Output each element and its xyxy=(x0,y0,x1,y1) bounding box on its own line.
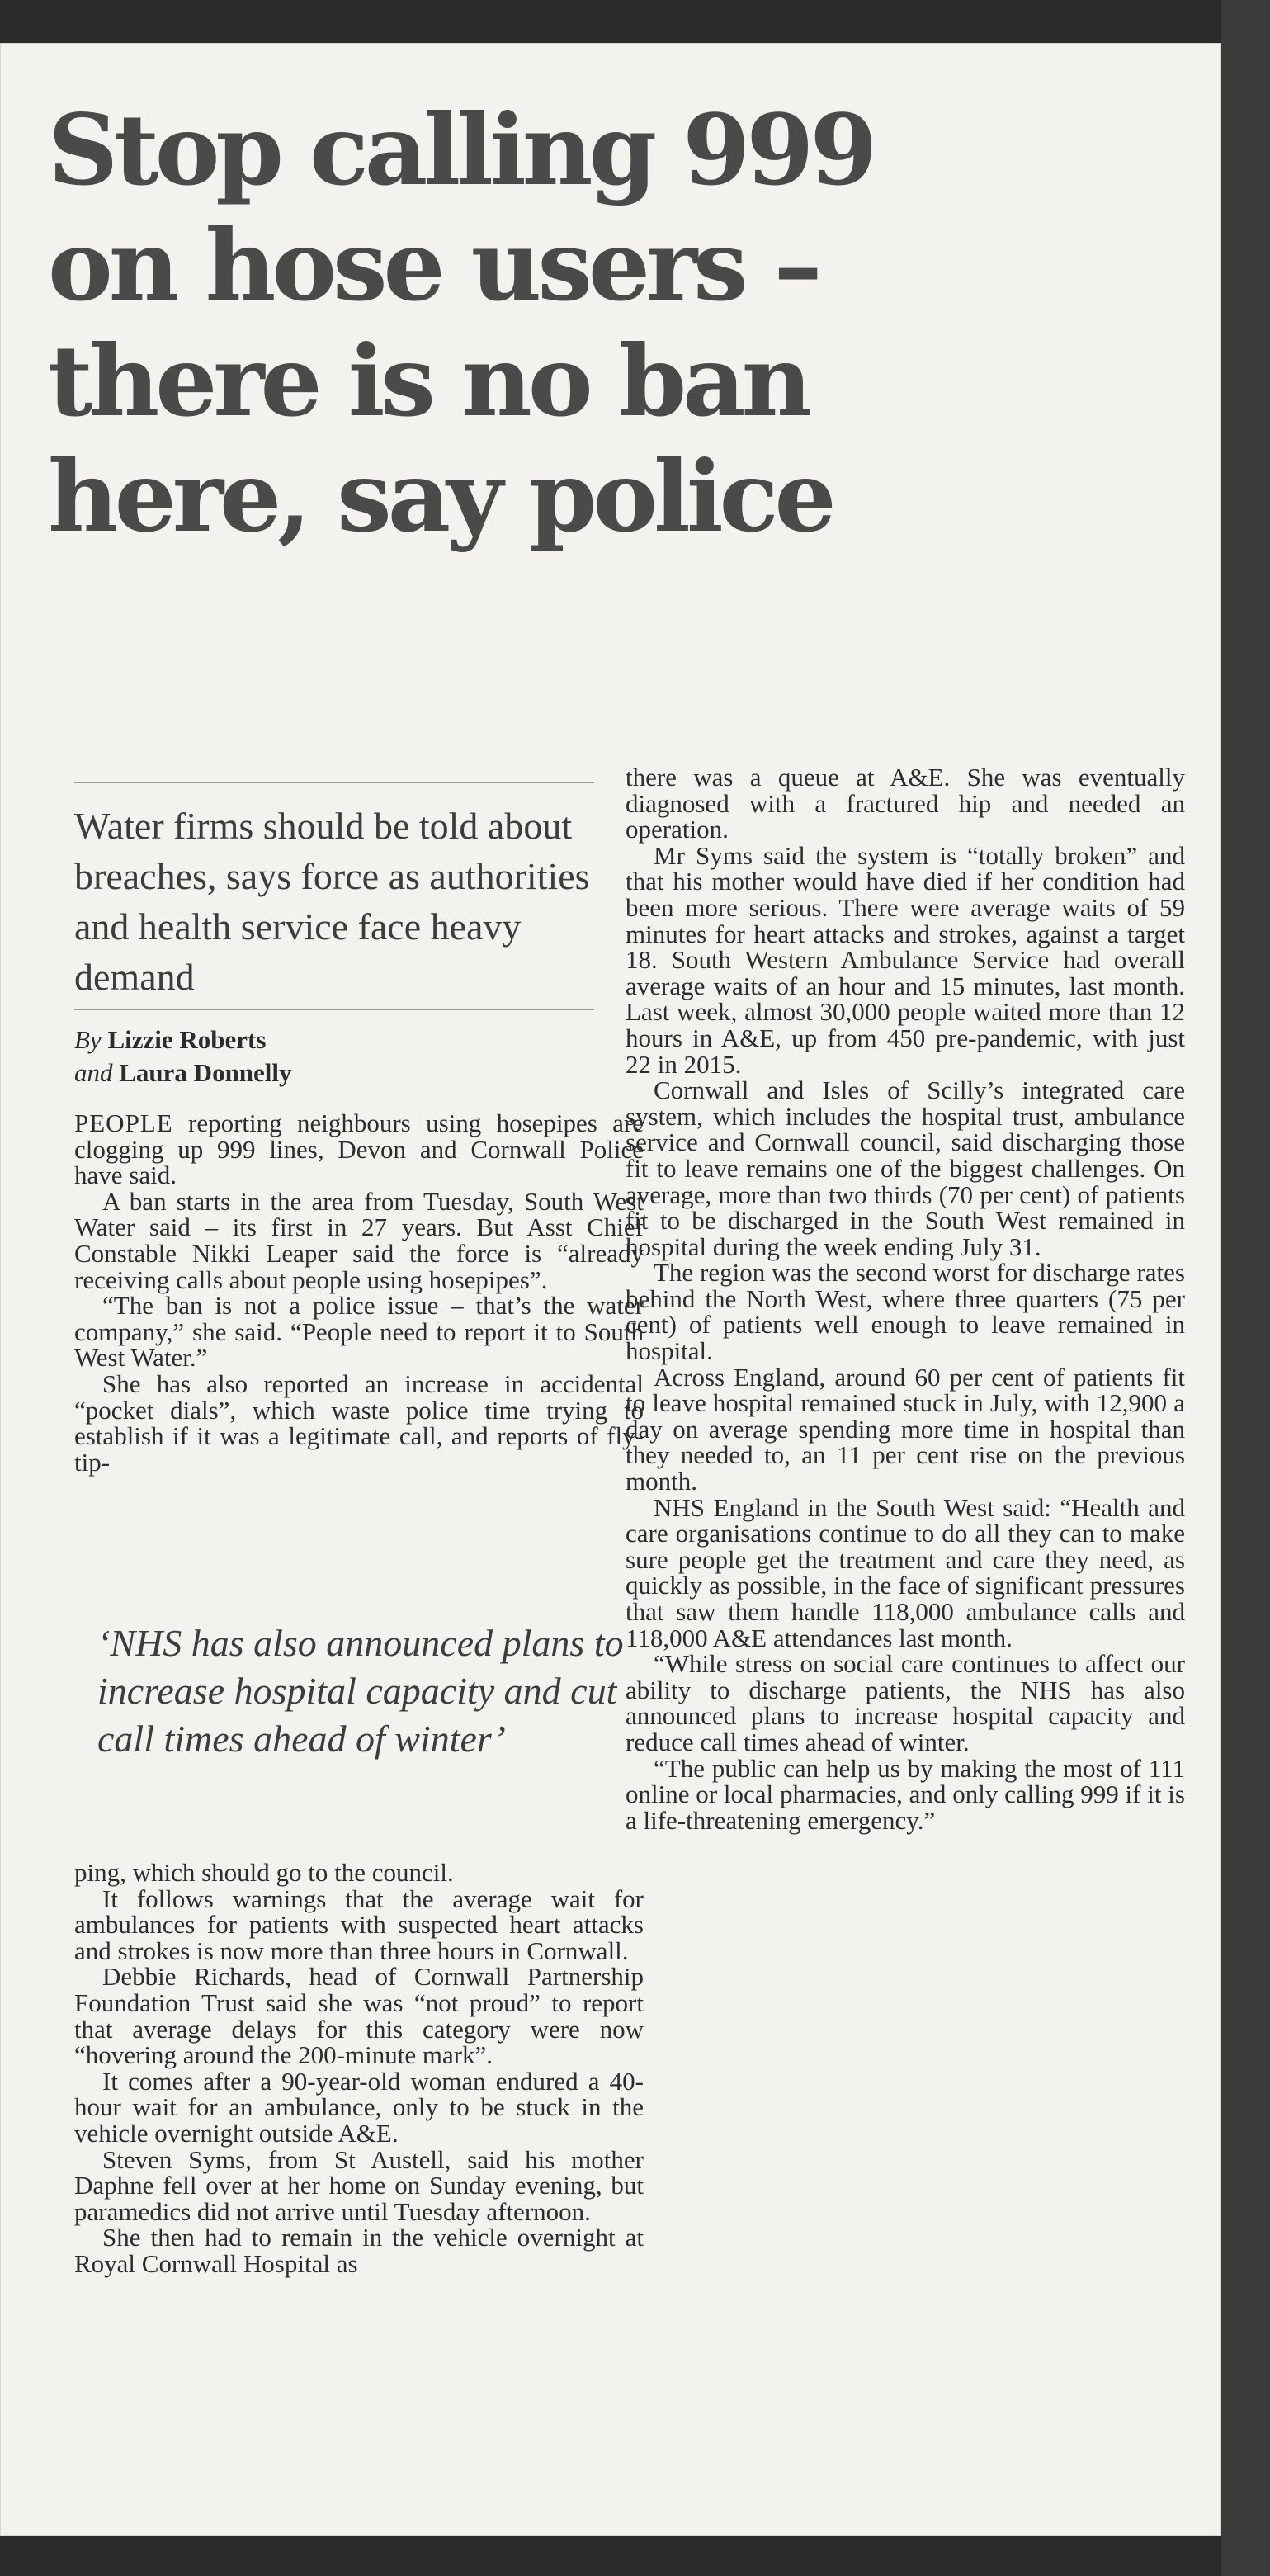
body-paragraph: Debbie Richards, head of Cornwall Partnership Foundation Trust said she was “not proud” to report that average delays for this category were now “hovering around the 200-minute mark”. xyxy=(74,1962,644,2070)
author-name: Lizzie Roberts xyxy=(107,1025,267,1054)
headline xyxy=(48,92,1187,555)
byline-prefix: and xyxy=(74,1058,113,1087)
body-paragraph: It follows warnings that the average wait for ambulances for patients with suspected heart attacks and strokes is now more than three hours in Cornwall. xyxy=(74,1884,644,1965)
body-column-left-top xyxy=(74,1110,644,1475)
byline xyxy=(74,1023,569,1089)
body-paragraph: NHS England in the South West said: “Health and care organisations continue to do all they can to make sure people get the treatment and care they need, as quickly as possible, in the face of significant pressures that saw them handle 118,000 ambulance calls and 118,000 A&E attendances last month. xyxy=(626,1492,1185,1652)
body-paragraph: She then had to remain in the vehicle overnight at Royal Cornwall Hospital as xyxy=(74,2223,644,2278)
body-paragraph: ping, which should go to the council. xyxy=(74,1858,454,1887)
pull-quote: ‘NHS has also announced plans to increase hospital capacity and cut call times ahead of winter’ xyxy=(97,1622,624,1760)
author-name: Laura Donnelly xyxy=(119,1058,292,1087)
body-paragraph: She has also reported an increase in accidental “pocket dials”, which waste police time trying to establish if it was a legitimate call, and reports of fly-tip- xyxy=(74,1368,644,1477)
body-column-right xyxy=(626,764,1185,1833)
body-paragraph: Mr Syms said the system is “totally broken” and that his mother would have died if her condition had been more serious. There were average waits of 59 minutes for heart attacks and strokes, against a target 18. South Western Ambulance Service had overall average waits of an hour and 15 minutes, last month. Last week, almost 30,000 people waited more than 12 hours in A&E, up from 450 pre-pandemic, with just 22 in 2015. xyxy=(626,840,1185,1079)
lead-text: reporting neighbours using hosepipes are clogging up 999 lines, Devon and Cornwall Police have said. xyxy=(74,1108,644,1190)
body-paragraph: It comes after a 90-year-old woman endured a 40-hour wait for an ambulance, only to be stuck in the vehicle overnight outside A&E. xyxy=(74,2066,644,2148)
body-paragraph: Cornwall and Isles of Scilly’s integrated care system, which includes the hospital trust, ambulance service and Cornwall council, said discharging those fit to leave remains one of the biggest challenges. On average, more than two thirds (70 per cent) of patients fit to be discharged in the South West remained in hospital during the week ending July 31. xyxy=(626,1075,1185,1261)
headline-line: here, say police xyxy=(48,439,833,554)
standfirst-top-rule xyxy=(74,782,594,783)
body-paragraph: A ban starts in the area from Tuesday, South West Water said – its first in 27 years. But Asst Chief Constable Nikki Leaper said the force is “already receiving calls about people using hosepipes”. xyxy=(74,1186,644,1294)
body-paragraph: there was a queue at A&E. She was eventually diagnosed with a fractured hip and needed an operation. xyxy=(626,763,1185,844)
lead-word: PEOPLE xyxy=(74,1108,173,1137)
body-paragraph: “While stress on social care continues to affect our ability to discharge patients, the NHS has also announced plans to increase hospital capacity and reduce call times ahead of winter. xyxy=(626,1649,1185,1756)
headline-line: there is no ban xyxy=(48,324,809,438)
body-paragraph: “The public can help us by making the most of 111 online or local pharmacies, and only calling 999 if it is a life-threatening emergency.” xyxy=(626,1753,1185,1835)
scan-background xyxy=(1221,0,1270,2576)
byline-prefix: By xyxy=(74,1025,102,1054)
byline-line-2 xyxy=(74,1056,569,1089)
headline-line: Stop calling 999 xyxy=(48,92,874,207)
standfirst-bottom-rule xyxy=(74,1009,594,1010)
body-paragraph: Steven Syms, from St Austell, said his mother Daphne fell over at her home on Sunday evening, but paramedics did not arrive until Tuesday afternoon. xyxy=(74,2144,644,2226)
headline-line: on hose users – xyxy=(48,208,819,323)
body-paragraph: The region was the second worst for discharge rates behind the North West, where three quarters (75 per cent) of patients well enough to leave remained in hospital. xyxy=(626,1258,1185,1366)
body-paragraph xyxy=(74,1110,644,1189)
body-paragraph: “The ban is not a police issue – that’s the water company,” she said. “People need to report it to South West Water.” xyxy=(74,1291,644,1373)
body-paragraph: Across England, around 60 per cent of patients fit to leave hospital remained stuck in July, with 12,900 a day on average spending more time in hospital than they needed to, an 11 per cent rise on the previous month. xyxy=(626,1362,1185,1496)
byline-line-1 xyxy=(74,1023,569,1056)
body-column-left-bottom xyxy=(74,1860,644,2277)
standfirst: Water firms should be told about breaches, says force as authorities and health service face heavy demand xyxy=(74,805,590,998)
